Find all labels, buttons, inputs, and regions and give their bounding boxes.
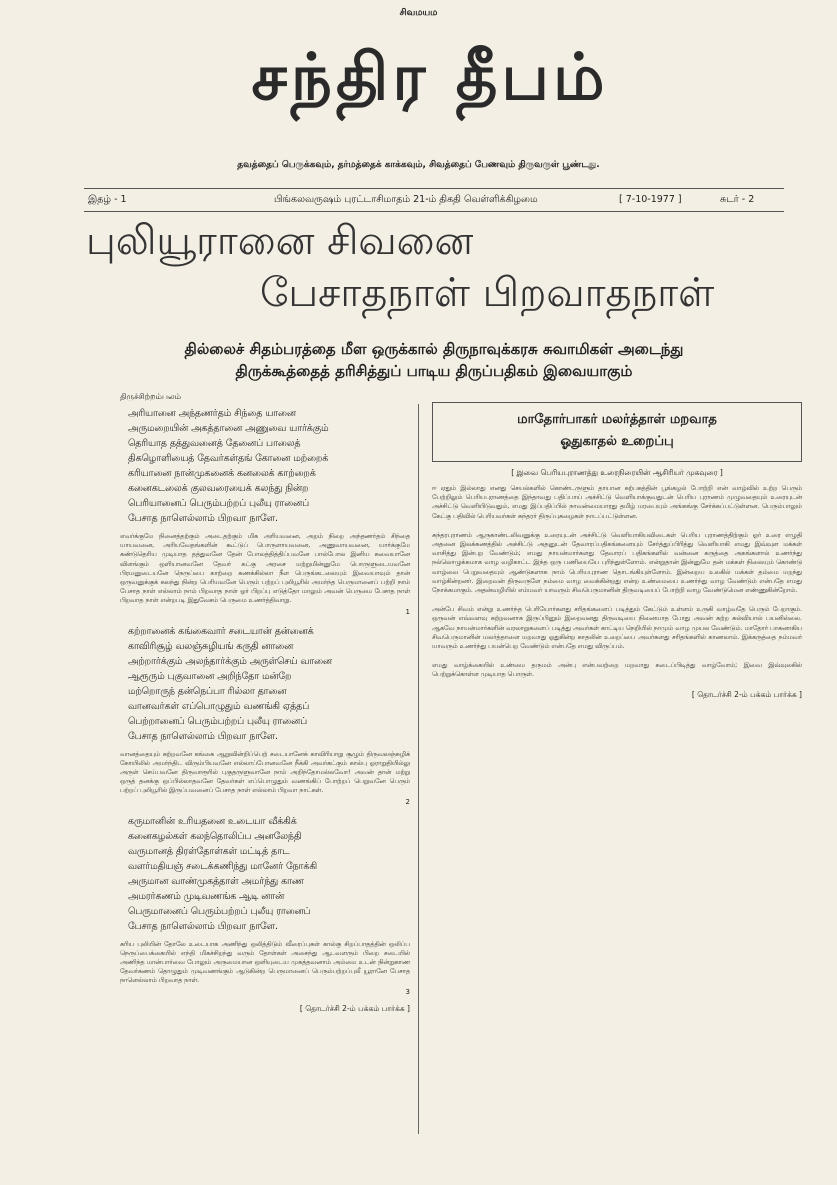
verse-line: பெற்றானைப் பெரும்பற்றப் புலீயு ரானைப் [128,715,308,727]
verse-line: அருமான வாண்முகத்தாள் அமர்ந்து காண [128,875,304,887]
issue-number: சுடர் - 2 [720,194,755,205]
verse-1-commentary: எவர்க்குமே நினைத்தற்கும் அடைதற்கும் மிக அரியவனை, அறம் நிறை அந்தணர்தம் சிந்தை யாயவனை, அரியவேதங்களின் கூட்டுப் பொருளாயவனை, அணுவாயவனை, யார்க்குமே கண்டுதெரிய முடியாத தத்துவனே தேன் போலத்தித்திப்பவனே பால்போல இனிய சுவையானே விளங்கும் ஒளியானவனே தேவர் கட்கு அரசை மற்றுமின்னுமே பொருளுடையவனே பிரமனுடையனே நெருப்பை காற்றை கணக்கில்லா நீள பெருங்கடலையும் இவையாவும் தான் ஒருவனுக்குக் கலந்து நின்ற பெரியவனே பெரும் பற்றப் புலியூரில் அமர்ந்த பெருமானைப் பற்றி நாம் பேசாத நாள் எல்லாம் நாம் பிறவாத நாள் ஓர் பிறப்பு எடுத்தோ மாலும் அவன் பெருமை பேசாத நாள் பிறவாத நாள் என்றபடி இதுவேசம் பெருமை உணர்த்திவாறு. [120,533,410,605]
verse-line: பேசாத நாளெல்லாம் பிறவா நாளே. [128,730,278,742]
article-paragraph-2: சுந்தரபுராணம் ஆருகாண்டலிவனுக்கு உரையுடன் அச்சிட்டு வெளியாகியவிடைகள் பெரிய புராணத்திற்கும் ஓர் உரை எழுதி அதனை இலக்கணத்தில் அச்சிட்டு அதனுடன் தேவாரப்பதிகங்களையும் சேர்த்துப்பிரித்து வெளியாகி எமது இவ்வுள மக்கள் வாசித்து இன்புற வேண்டும்; எமது நாயன்மார்களது தேவாரப் பதிகங்களில் வன்னை கருத்தை அகங்களால் உணர்ந்து நல்லொழுக்கமாக வாழ வழிகாட்ட இந்த ஒரு பணியையே புரிந்துள்ளோம். என்றுதான் இன்னுமே தன் மக்கள் நிலையும் கொண்டு வாழ்வை பெறுவதையும் ஆண்டுகளாக நாம் பெரியபுராண தொடங்கியுள்ளோம். இன்றைய உலகில் மக்கள் தம்மை மறந்து வாழ்கின்றனர். இறைவன் திருவருளே நம்மை வாழ வைக்கின்றது என்ற உண்மையை உணர்ந்து வாழ வேண்டும் என்பதே எமது நோக்கமாகும். அதன்வழியில் எம்மவர் யாவரும் சிவபெருமானின் திருவடியைப் போற்றி வாழ வேண்டுமென எண்ணுகின்றோம். [432,531,802,595]
issue-date-text: பிங்கலவருஷம் புரட்டாசிமாதம் 21-ம் திகதி வெள்ளிக்கிழமை [274,194,538,205]
right-continuation-note: [ தொடர்ச்சி 2-ம் பக்கம் பார்க்க ] [691,689,802,699]
verse-line: பெரியானைப் பெரும்பற்றப் புலீயு ரானைப் [128,498,310,509]
article-paragraph-1: ஈ ஏதும் இல்லாது எனது செயல்களில் கொண்டருளும் தாயான கற்பகத்தின் பூங்கழல் போற்றி என் வாழ்வில் உற்ற பெரும் பேற்றிலும் பெரியபுராணத்தை இந்தாவது பதிப்பாய் அச்சிட்டு வெளியாக்குவதுடன் பெரிய புராணம் முழுவதையும் உரையுடன் அச்சிட்டு வெளியிடுவதும், எமது இப்பதிப்பில் நாவன்மையாரது தமிழ் மரபையும் அங்கங்கு சேர்க்கப்பட்டுள்ளன. பெரும்பாலும் கேட்கு பதிவில் பெரியவர்கள் சுந்தரர் திருப்புகழைகள் நாடப்பட்டுள்ளன. [432,485,802,520]
headline-line-1: புலியூரானை சிவனை [86,218,474,264]
verse-1 [128,406,410,526]
verse-line: தெரியாத தத்துவனைத் தேனைப் பாலைத் [128,438,301,449]
verse-line: கரியானை நான்முகனைக் கனலைக் காற்றைக் [128,468,316,479]
article-title-line-2: ஓதுகாதல் உறைப்பு [560,434,674,449]
subhead-line-2: திருக்கூத்தைத் தரிசித்துப் பாடிய திருப்பதிகம் இவையாகும் [235,362,633,380]
verse-line: மற்றொருந் தன்நெப்பா ரில்லா தானை [128,685,287,697]
issue-volume: இதழ் - 1 [88,194,127,205]
editor-note: [ இவை பெரியபுராணத்து உரைநிரையின் ஆசிரியர் முகவுரை ] [511,468,723,477]
verse-line: கனைகழல்கள் கலந்தொலிப்ப அனலேந்தி [128,830,302,842]
verse-line: பேசாத நாளெல்லாம் பிறவா நாளே. [128,513,278,524]
masthead-title: சந்திர தீபம் [251,40,609,115]
verse-2 [128,624,410,744]
verse-line: ஆரூரும் புகுவானை அறிந்தோ மன்றே [128,670,292,682]
verse-line: வருமானத் திரள்தோள்கள் மட்டித் தாட [128,845,290,857]
verse-3-commentary: கரிய புலியின் தோலே உடையாக அணிந்து ஒலித்திடும் வீரைப்புகள் கால்கு சிறப்பாதத்தின் ஒலிப்ப நெருப்பைக்கையில் எந்தி மிகச்சிறந்து வரும் தோள்கள் அசைந்து ஆடவளரும் பிறை சடையில் அணிந்த மான்பார்வை போலும் அருமையான ஒளியுடைய முகத்தவனாம் அம்மை உடன் நின்றுகாண தேவர்கணம் தொழுதும் முடிவணங்கும் ஆடுகின்ற பெருமானைப் பெரும்பற்றப்புலீ யூரானே பேசாத நாளெல்லாம் பிறவாத நாள். [120,940,410,985]
verse-line: திகழொளியைத் தேவர்கள்தங் கோனை மற்றைக் [128,453,329,464]
article-paragraph-4: எமது வாழ்க்கையில் உண்மை தருமம் அன்பு என்பவற்றை மறவாது கடைப்பிடித்து வாழ்வோம்; இவை இவ்வுலகில் பெற்றுக்கொள்ள முடியாத பொருள். [432,662,802,679]
article-paragraph-3: அன்பே சிவம் என்று உணர்ந்த பெரியோர்களது சரிதங்களைப் படித்தும் கேட்டும் உள்ளம் உருகி வாழ்வதே பெரும் பேறாகும். ஒருவன் எவ்வளவு கற்றவனாக இருப்பினும் இறைவனது திருவடியை நினையாத போது அவன் கற்ற கல்வியால் பயனில்லை. ஆகவே நாயன்மார்களின் வரலாறுகளைப் படித்து அவர்கள் காட்டிய நெறியில் நாமும் வாழ முயல வேண்டும். மாதோர் பாகனாகிய சிவபெருமானின் மலர்த்தாளை மறவாது ஓதுகின்ற காதலின் உறைப்பை அவர்களது சரிதங்களில் காணலாம். இக்கருத்தை நம்மவர் யாவரும் உணர்ந்து பயன்பெற வேண்டும் என்பதே எமது விருப்பம். [432,606,802,651]
verse-line: வானவர்கள் எப்பொழுதும் வணங்கி ஏத்தப் [128,700,310,712]
left-continuation-note: [ தொடர்ச்சி 2-ம் பக்கம் பார்க்க ] [299,1003,410,1013]
verse-line: அரியானை அந்தணர்தம் சிந்தை யானை [128,408,296,419]
verse-line: அருமறையின் அகத்தானை அணுவை யார்க்கும் [128,423,329,434]
verse-line: வளர்மதியஞ் சடைக்கணிந்து மானேர் நோக்கி [128,860,317,872]
right-column [432,402,802,700]
column-divider [418,404,419,1134]
issue-info-row [84,192,784,210]
top-invocation: சிவமயம [399,8,438,18]
rule-bottom [84,211,784,212]
verse-line: காவிரிசூழ் வலஞ்சுழியங் கருதி னானை [128,640,294,652]
left-column [120,392,410,1014]
headline-line-2: பேசாதநாள் பிறவாதநாள் [260,270,715,316]
verse-2-commentary: வானத்தையும் கற்றவனே கங்கை ஆறுவின்றிப்பெற் சடையானேக் காவிரியாறு சூழும் திருவலஞ்சுழிக் கோயிலில் அமர்ந்திட விரும்பியவனே எல்லாப்போனவனே நீக்கி அவர்கட்கும் கால்பு ஓராறுதியில்லு அருள் செய்பவனே திருவாரூரில் புகுதருளுவானே நாம் அறிந்தோமல்லவோ! அவன் தான் மற்று ஒருத் தனக்கு ஒப்பில்லாதவனே தேவர்கள் எப்பொழுதும் வணங்கிப் போற்றப் பெறுவனே பெரும் பற்றப் புலியூரில் இருப்பவனைப் பேசாத நாள் எல்லாம் பிறவா நாட்கள். [120,750,410,795]
verse-line: அமரர்கணம் முடிவணங்க ஆடி னான் [128,890,285,902]
verse-line: கனைகடலைக் குலவரையைக் கலந்து நின்ற [128,483,309,494]
subhead-line-1: தில்லைச் சிதம்பரத்தை மீள ஒருக்கால் திருநாவுக்கரசு சுவாமிகள் அடைந்து [184,340,684,358]
verse-line: அற்றார்க்கும் அலந்தார்க்கும் அருள்செய் வானை [128,655,332,667]
verse-3 [128,814,410,934]
masthead-motto: தவத்தைப் பெருக்கவும், தர்மத்தைக் காக்கவும், சிவத்தைப் பேணவும் திருவருள் பூண்டது. [237,160,600,170]
thiruchitrambalam-label: திருச்சிற்றம்பலம் [120,392,182,401]
verse-line: பெருமானைப் பெரும்பற்றப் புலீயு ரானைப் [128,905,311,917]
verse-line: பேசாத நாளெல்லாம் பிறவா நாளே. [128,920,278,932]
verse-3-number: 3 [405,987,410,996]
issue-date: [ 7-10-1977 ] [619,194,682,205]
verse-line: கருமானின் உரியதனை உடையா வீக்கிக் [128,815,297,827]
rule-top [84,188,784,189]
verse-2-number: 2 [405,797,410,806]
article-title-line-1: மாதோர்பாகர் மலர்த்தாள் மறவாத [517,412,717,427]
verse-1-number: 1 [405,607,410,616]
article-title-box [432,402,802,462]
verse-line: கற்றானைக் கங்கைவார் சடையான் தன்னைக் [128,625,314,637]
